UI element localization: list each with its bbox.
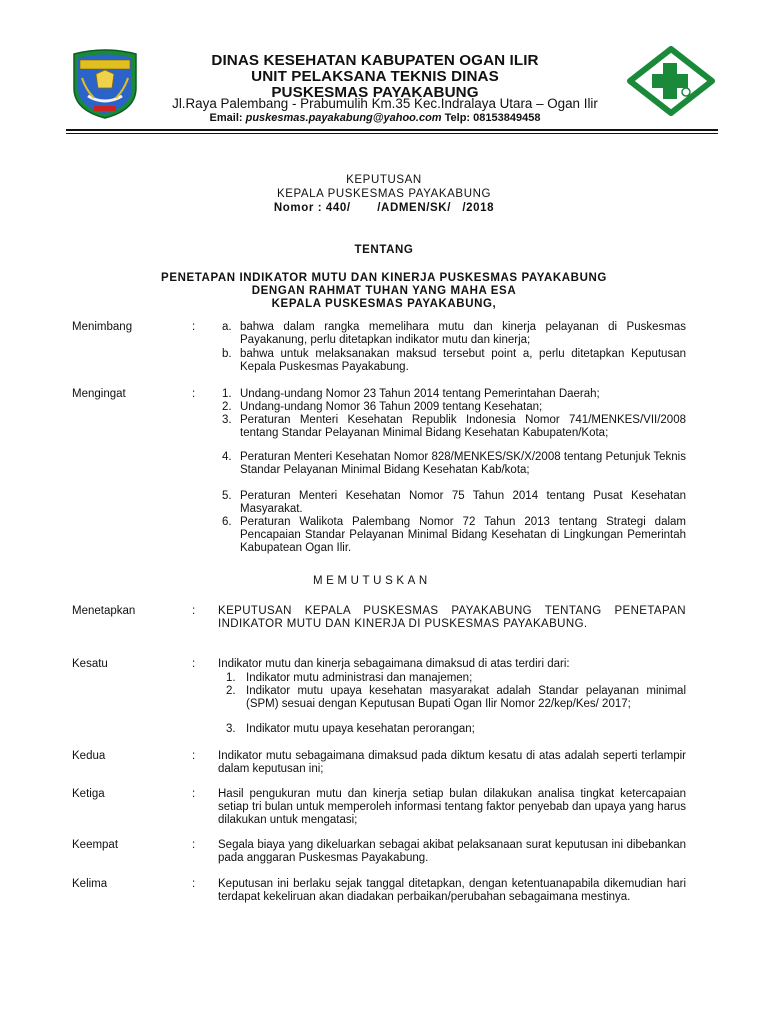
section-label-mengingat: Mengingat bbox=[72, 388, 126, 400]
header-agency-line: DINAS KESEHATAN KABUPATEN OGAN ILIR bbox=[211, 52, 539, 69]
list-marker: b. bbox=[222, 348, 232, 360]
list-item: Undang-undang Nomor 23 Tahun 2014 tentang Pemerintahan Daerah; bbox=[240, 388, 600, 400]
colon: : bbox=[192, 839, 196, 851]
colon: : bbox=[192, 321, 196, 333]
list-item: Peraturan Walikota Palembang Nomor 72 Tahun 2013 tentang Strategi dalam Pencapaian Standar Pelayanan Minimal Bidang Kesehatan di Lingkungan Pemerintah Kabupatean Ogan Ilir. bbox=[240, 516, 686, 555]
header-puskesmas-line: PUSKESMAS PAYAKABUNG bbox=[271, 84, 479, 101]
decree-subject: PENETAPAN INDIKATOR MUTU DAN KINERJA PUSKESMAS PAYAKABUNG bbox=[161, 272, 607, 284]
decree-title: KEPUTUSAN bbox=[346, 174, 422, 186]
email-address: puskesmas.payakabung@yahoo.com bbox=[245, 112, 442, 124]
list-marker: 2. bbox=[222, 401, 232, 413]
decree-number: Nomor : 440/ /ADMEN/SK/ /2018 bbox=[273, 202, 495, 214]
phone-number: Telp: 08153849458 bbox=[444, 112, 541, 124]
list-item: Undang-undang Nomor 36 Tahun 2009 tentang Kesehatan; bbox=[240, 401, 543, 413]
list-marker: 5. bbox=[222, 490, 232, 502]
list-item: Peraturan Menteri Kesehatan Nomor 828/MENKES/SK/X/2008 tentang Petunjuk Teknis Standar Pelayanan Minimal Bidang Kesehatan Kab/kota; bbox=[240, 451, 686, 477]
header-unit-line: UNIT PELAKSANA TEKNIS DINAS bbox=[251, 68, 499, 85]
kedua-text: Indikator mutu sebagaimana dimaksud pada diktum kesatu di atas adalah seperti terlampir dalam keputusan ini; bbox=[218, 750, 686, 776]
list-marker: a. bbox=[222, 321, 232, 333]
list-item: bahwa untuk melaksanakan maksud tersebut point a, perlu ditetapkan Keputusan Kepala Puskesmas Payakabung. bbox=[240, 348, 686, 374]
colon: : bbox=[192, 388, 196, 400]
section-label-kelima: Kelima bbox=[72, 878, 108, 890]
memutuskan-heading: MEMUTUSKAN bbox=[313, 575, 431, 587]
section-label-menimbang: Menimbang bbox=[72, 321, 133, 333]
list-marker: 3. bbox=[222, 414, 232, 426]
list-item: bahwa dalam rangka memelihara mutu dan kinerja pelayanan di Puskesmas Payakanung, perlu ditetapkan indikator mutu dan kinerja; bbox=[240, 321, 686, 347]
list-marker: 2. bbox=[226, 685, 236, 697]
header-divider-thin bbox=[66, 133, 718, 134]
list-marker: 1. bbox=[226, 672, 236, 684]
colon: : bbox=[192, 788, 196, 800]
section-label-keempat: Keempat bbox=[72, 839, 119, 851]
list-marker: 4. bbox=[222, 451, 232, 463]
header-contact bbox=[140, 112, 610, 124]
keempat-text: Segala biaya yang dikeluarkan sebagai akibat pelaksanaan surat keputusan ini dibebankan pada anggaran Puskesmas Payakabung. bbox=[218, 839, 686, 865]
section-label-menetapkan: Menetapkan bbox=[72, 605, 136, 617]
menetapkan-text: KEPUTUSAN KEPALA PUSKESMAS PAYAKABUNG TENTANG PENETAPAN INDIKATOR MUTU DAN KINERJA DI PUSKESMAS PAYAKABUNG. bbox=[218, 605, 686, 631]
decree-head-title: KEPALA PUSKESMAS PAYAKABUNG, bbox=[271, 298, 497, 310]
decree-invocation: DENGAN RAHMAT TUHAN YANG MAHA ESA bbox=[251, 285, 517, 297]
decree-about: TENTANG bbox=[354, 244, 414, 256]
colon: : bbox=[192, 750, 196, 762]
puskesmas-cross-logo-icon bbox=[626, 46, 716, 116]
list-item: Indikator mutu upaya kesehatan perorangan; bbox=[246, 723, 475, 735]
list-item: Indikator mutu administrasi dan manajemen; bbox=[246, 672, 473, 684]
email-label: Email: bbox=[209, 112, 243, 124]
list-marker: 6. bbox=[222, 516, 232, 528]
colon: : bbox=[192, 605, 196, 617]
list-item: Peraturan Menteri Kesehatan Nomor 75 Tahun 2014 tentang Pusat Kesehatan Masyarakat. bbox=[240, 490, 686, 516]
list-marker: 3. bbox=[226, 723, 236, 735]
ketiga-text: Hasil pengukuran mutu dan kinerja setiap bulan dilakukan analisa tingkat ketercapaian setiap tri bulan untuk memperoleh informasi tentang faktor penyebab dan upaya yang harus dilakukan untuk mengatasi; bbox=[218, 788, 686, 827]
kelima-text: Keputusan ini berlaku sejak tanggal ditetapkan, dengan ketentuanapabila dikemudian hari terdapat kekeliruan akan diadakan perbaikan/perubahan sebagaimana mestinya. bbox=[218, 878, 686, 904]
colon: : bbox=[192, 658, 196, 670]
list-marker: 1. bbox=[222, 388, 232, 400]
list-item: Indikator mutu upaya kesehatan masyarakat adalah Standar pelayanan minimal (SPM) sesuai dengan Keputusan Bupati Ogan Ilir Nomor 22/kep/Kes/ 2017; bbox=[246, 685, 686, 711]
decree-issuer: KEPALA PUSKESMAS PAYAKABUNG bbox=[276, 188, 492, 200]
section-label-kedua: Kedua bbox=[72, 750, 106, 762]
header-address: Jl.Raya Palembang - Prabumulih Km.35 Kec.Indralaya Utara – Ogan Ilir bbox=[172, 96, 598, 111]
kesatu-intro: Indikator mutu dan kinerja sebagaimana dimaksud di atas terdiri dari: bbox=[218, 658, 570, 670]
section-label-ketiga: Ketiga bbox=[72, 788, 105, 800]
header-divider-thick bbox=[66, 129, 718, 131]
section-label-kesatu: Kesatu bbox=[72, 658, 108, 670]
colon: : bbox=[192, 878, 196, 890]
ogan-ilir-regency-emblem-icon bbox=[66, 48, 144, 120]
list-item: Peraturan Menteri Kesehatan Republik Indonesia Nomor 741/MENKES/VII/2008 tentang Standar Pelayanan Minimal Bidang Kesehatan Kabupaten/Kota; bbox=[240, 414, 686, 440]
